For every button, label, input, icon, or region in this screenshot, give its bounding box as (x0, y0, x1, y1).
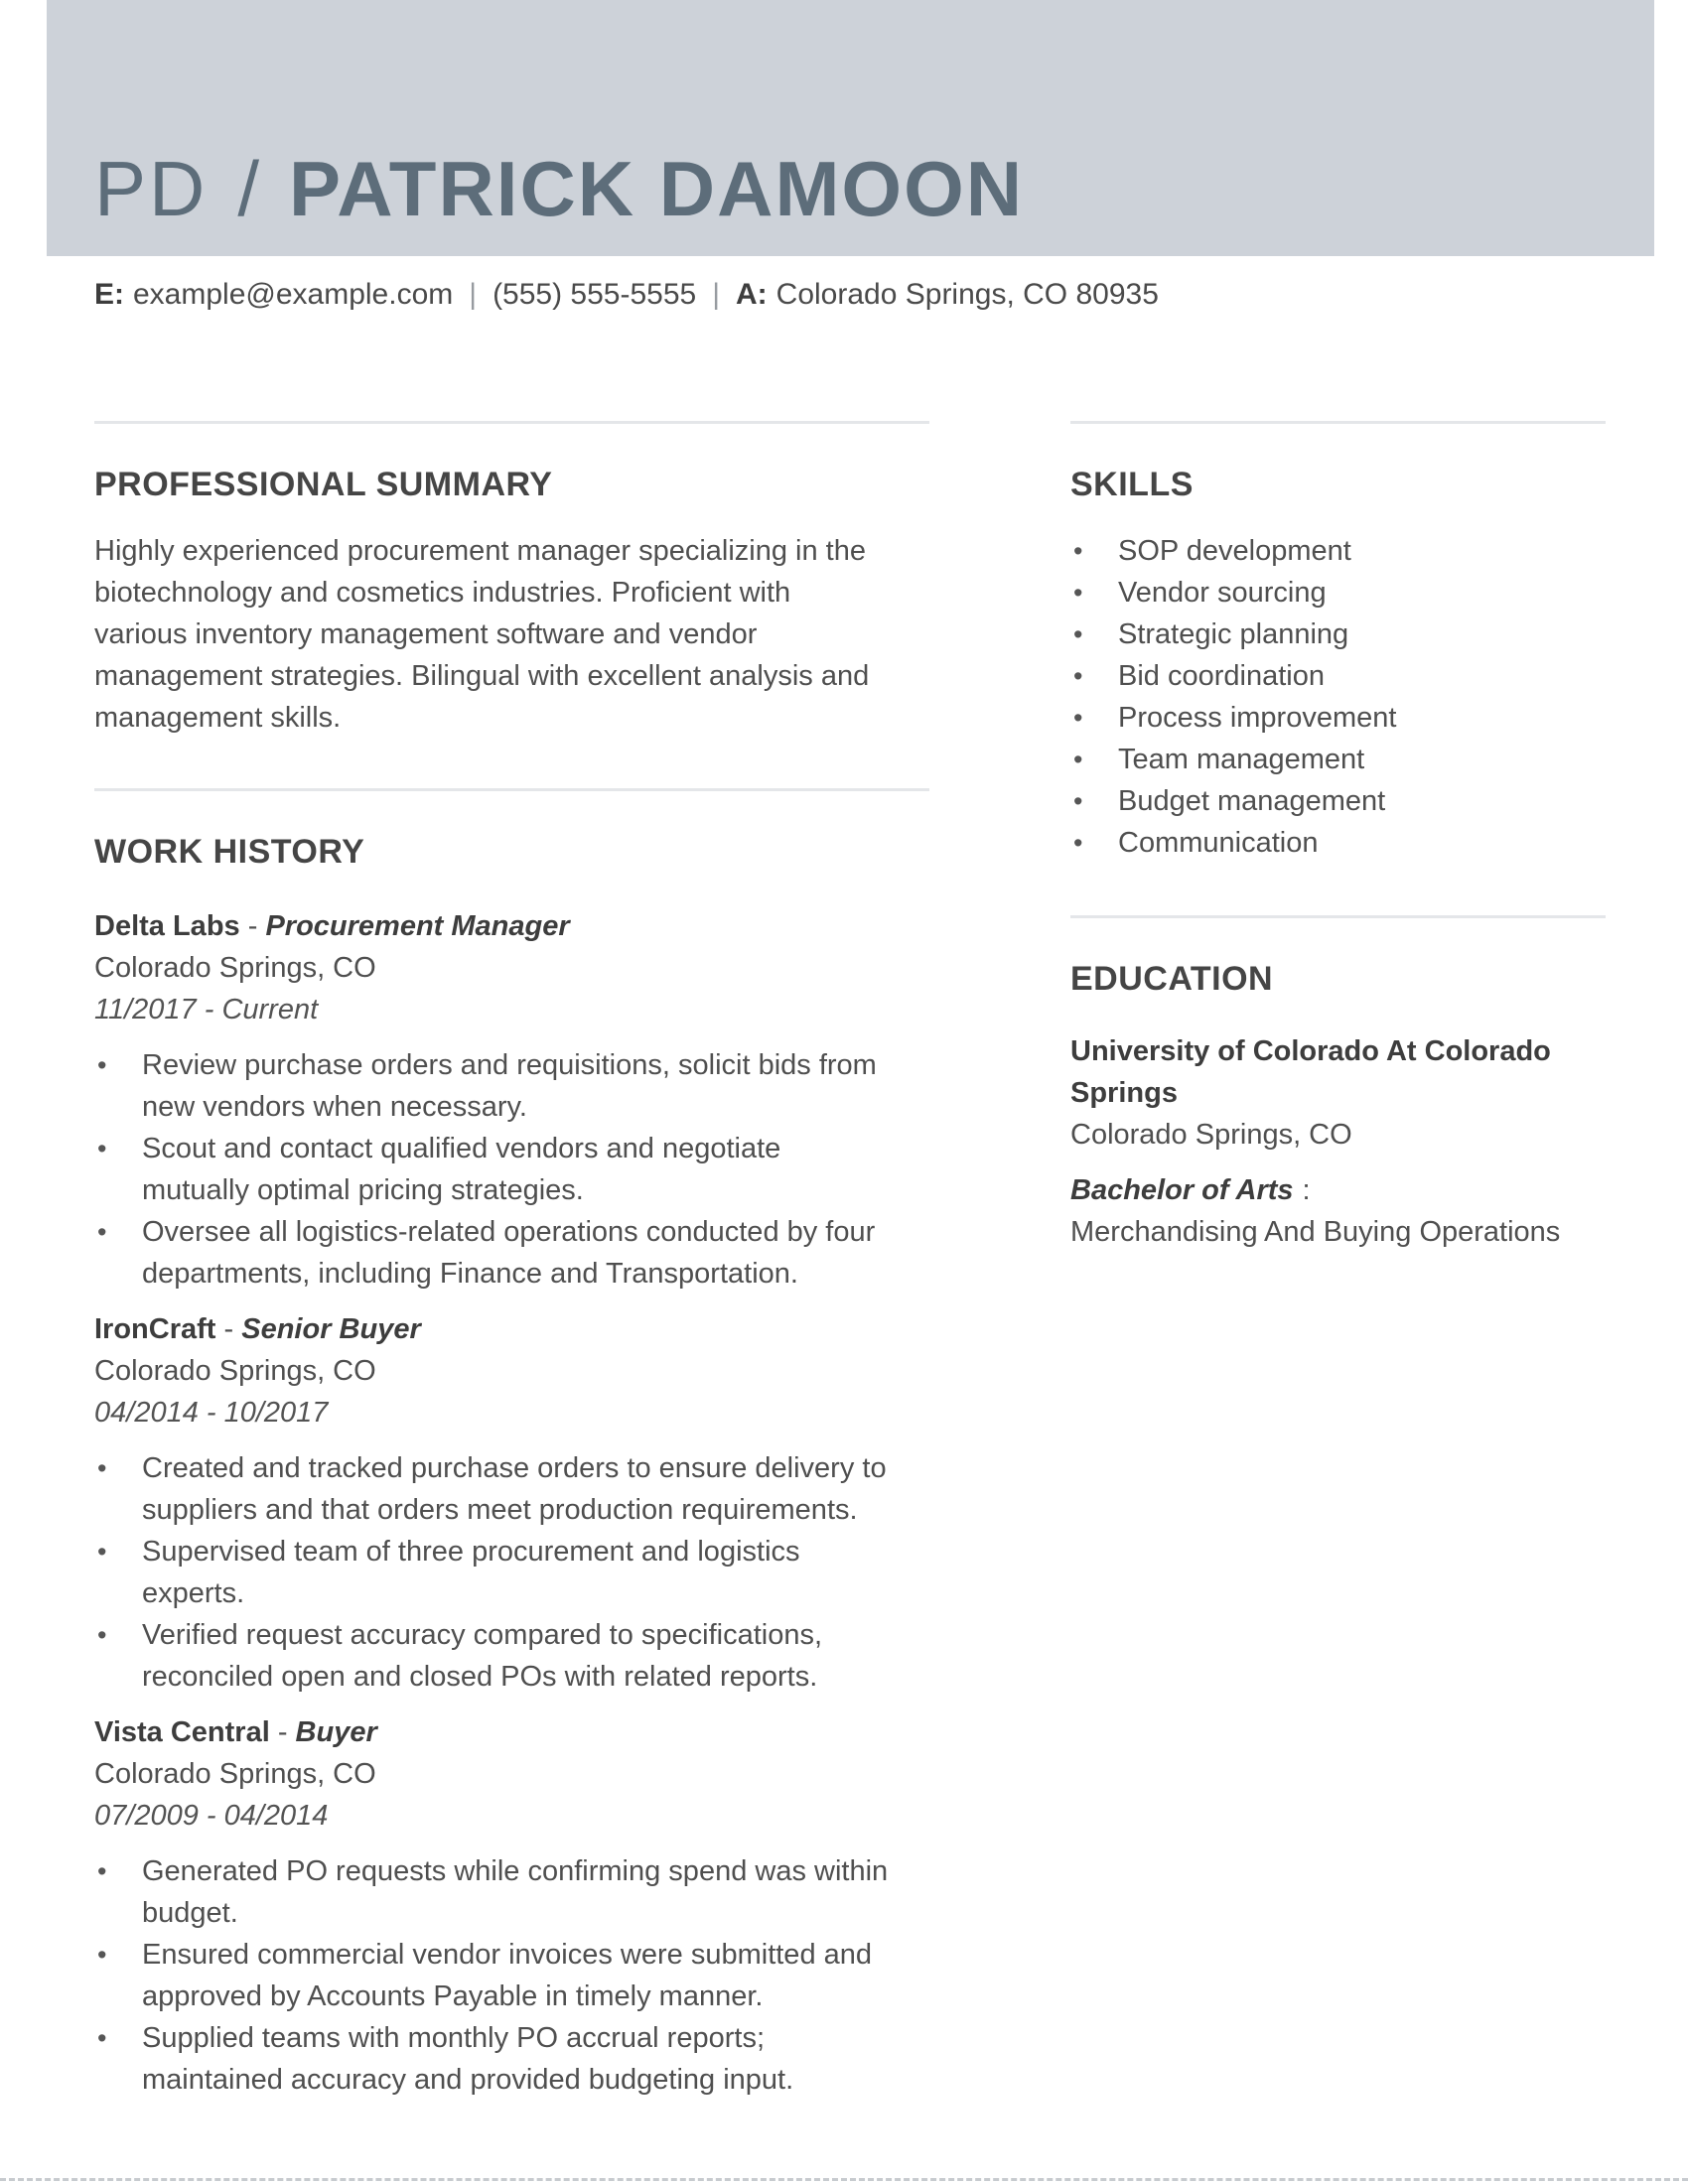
bullet-line: mutually optimal pricing strategies. (142, 1174, 584, 1206)
bullet-line: maintained accuracy and provided budgeting input. (142, 2064, 794, 2096)
job-title-dash: - (215, 1313, 242, 1345)
bullet-item (94, 1211, 929, 1295)
bullet-line: • Verified request accuracy compared to specifications, (142, 1619, 823, 1651)
job-title-line (94, 1711, 929, 1753)
bullet-item (94, 1044, 929, 1128)
job-entry (94, 1711, 929, 2101)
bullet-line: • Review purchase orders and requisitions, solicit bids from (142, 1049, 877, 1081)
skill-item: • Communication (1070, 822, 1606, 864)
job-company: IronCraft (94, 1313, 216, 1345)
section-title-education: EDUCATION (1070, 960, 1274, 998)
job-bullet-list (94, 1447, 929, 1698)
section-title-work-history: WORK HISTORY (94, 833, 365, 871)
summary-line: management skills. (94, 702, 342, 734)
address-label: A: (736, 278, 768, 311)
bullet-line: • Oversee all logistics-related operations conducted by four (142, 1216, 876, 1248)
bullet-item (94, 1128, 929, 1211)
job-location: Colorado Springs, CO (94, 952, 376, 984)
job-title-dash: - (239, 910, 266, 942)
job-bullet-list (94, 1044, 929, 1295)
job-role: Buyer (295, 1716, 377, 1748)
contact-separator: | (712, 278, 721, 311)
divider (94, 788, 929, 791)
job-company: Delta Labs (94, 910, 240, 942)
divider (1070, 915, 1606, 918)
name-slash: / (237, 145, 260, 232)
email-value: example@example.com (133, 278, 454, 311)
education-school-line: Springs (1070, 1077, 1178, 1109)
bullet-line: reconciled open and closed POs with related reports. (142, 1661, 818, 1693)
bullet-line: • Supplied teams with monthly PO accrual reports; (142, 2022, 765, 2054)
job-dates: 07/2009 - 04/2014 (94, 1800, 329, 1832)
contact-separator: | (469, 278, 478, 311)
education-school (1070, 1030, 1606, 1114)
skill-item: • Vendor sourcing (1070, 572, 1606, 614)
section-title-professional-summary: PROFESSIONAL SUMMARY (94, 466, 553, 503)
bullet-item (94, 1934, 929, 2017)
bullet-line: budget. (142, 1897, 238, 1929)
summary-line: biotechnology and cosmetics industries. Proficient with (94, 577, 791, 609)
skill-item: • Team management (1070, 739, 1606, 780)
education-entry (1070, 1030, 1606, 1253)
job-company: Vista Central (94, 1716, 270, 1748)
skill-item: • Budget management (1070, 780, 1606, 822)
name-initials: PD (94, 145, 209, 232)
education-degree-line (1070, 1169, 1606, 1211)
job-bullet-list (94, 1850, 929, 2101)
job-title-line (94, 1308, 929, 1350)
skill-item: • Process improvement (1070, 697, 1606, 739)
summary-line: various inventory management software and vendor (94, 618, 758, 650)
skill-item: • Bid coordination (1070, 655, 1606, 697)
content-columns (94, 421, 1606, 2101)
job-list (94, 905, 929, 2101)
job-entry (94, 905, 929, 1295)
phone-value: (555) 555-5555 (492, 278, 697, 311)
bullet-line: experts. (142, 1577, 245, 1609)
education-location: Colorado Springs, CO (1070, 1119, 1352, 1151)
job-title-dash: - (269, 1716, 296, 1748)
education-program: Merchandising And Buying Operations (1070, 1216, 1561, 1248)
name-heading (94, 145, 1025, 232)
skills-list (1070, 530, 1606, 864)
job-location: Colorado Springs, CO (94, 1758, 376, 1790)
bullet-item (94, 1447, 929, 1531)
email-label: E: (94, 278, 124, 311)
summary-paragraph (94, 530, 929, 739)
contact-line (94, 277, 1159, 313)
summary-line: management strategies. Bilingual with excellent analysis and (94, 660, 870, 692)
education-degree-colon: : (1302, 1174, 1311, 1206)
bullet-line: • Supervised team of three procurement and logistics (142, 1536, 800, 1568)
summary-line: Highly experienced procurement manager specializing in the (94, 535, 866, 567)
bullet-item (94, 2017, 929, 2101)
right-column (1070, 421, 1606, 1253)
bullet-line: departments, including Finance and Transportation. (142, 1258, 798, 1290)
job-dates: 11/2017 - Current (94, 994, 319, 1025)
left-column (94, 421, 929, 2101)
bullet-line: suppliers and that orders meet production requirements. (142, 1494, 858, 1526)
skill-item: • Strategic planning (1070, 614, 1606, 655)
bullet-line: approved by Accounts Payable in timely manner. (142, 1980, 764, 2012)
address-value: Colorado Springs, CO 80935 (775, 278, 1159, 311)
header-band (47, 0, 1654, 256)
job-role: Senior Buyer (241, 1313, 421, 1345)
bullet-line: new vendors when necessary. (142, 1091, 527, 1123)
bullet-line: • Generated PO requests while confirming spend was within (142, 1855, 889, 1887)
divider (94, 421, 929, 424)
job-entry (94, 1308, 929, 1698)
bullet-item (94, 1531, 929, 1614)
job-location: Colorado Springs, CO (94, 1355, 376, 1387)
name-full: PATRICK DAMOON (289, 145, 1025, 232)
section-title-skills: SKILLS (1070, 466, 1194, 503)
divider (1070, 421, 1606, 424)
bullet-item (94, 1850, 929, 1934)
skill-item: • SOP development (1070, 530, 1606, 572)
education-degree: Bachelor of Arts (1070, 1174, 1294, 1206)
bullet-line: • Created and tracked purchase orders to ensure delivery to (142, 1452, 887, 1484)
job-title-line (94, 905, 929, 947)
bullet-line: • Scout and contact qualified vendors and negotiate (142, 1133, 781, 1164)
bullet-item (94, 1614, 929, 1698)
bullet-line: • Ensured commercial vendor invoices were submitted and (142, 1939, 873, 1971)
job-role: Procurement Manager (265, 910, 570, 942)
job-dates: 04/2014 - 10/2017 (94, 1397, 329, 1429)
education-school-line: University of Colorado At Colorado (1070, 1035, 1551, 1067)
page-break-dashed-line (0, 2178, 1688, 2181)
